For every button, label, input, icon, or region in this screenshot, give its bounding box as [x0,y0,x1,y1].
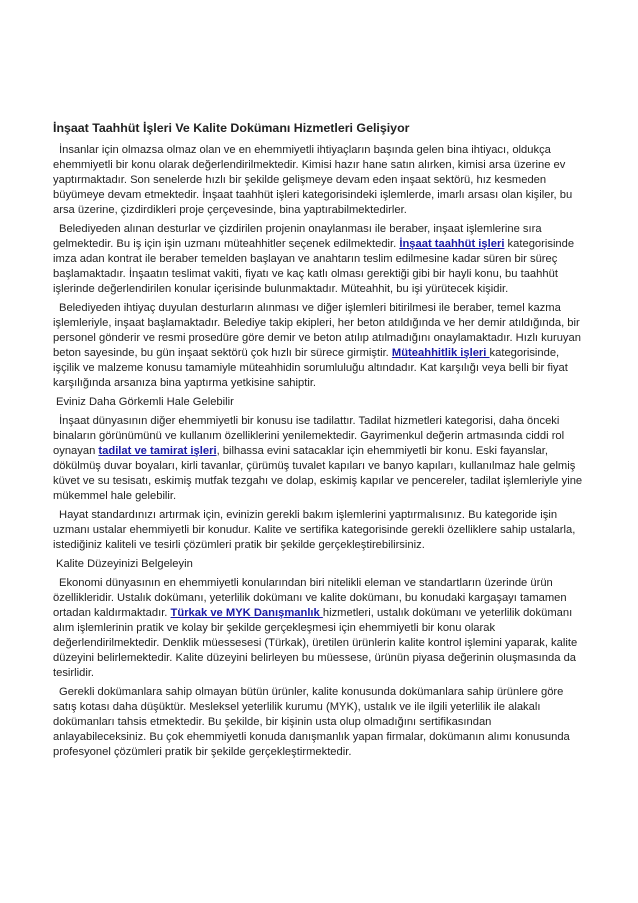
paragraph-text: kategorisinde imza adan kontrat ile beraber temelden başlayan ve anahtarın teslim edilmesine kadar süren bir süreç başlamaktadır. İnşaatın teslimat vakiti, fiyatı ve kaç katlı olması gerektiği gibi bir hayli konu, bu taahhüt işlerinde değerlendirilen konular içerisinde bulunmaktadır. Müteahhit, bu işi yürütecek kişidir. [53,238,575,295]
turkak-myk-link[interactable]: Türkak ve MYK Danışmanlık [170,607,323,619]
paragraph-economy [53,576,586,681]
tadilat-tamirat-link[interactable]: tadilat ve tamirat işleri [98,445,217,457]
paragraph-text: İnsanlar için olmazsa olmaz olan ve en ehemmiyetli ihtiyaçların başında gelen bina ihtiyacı, oldukça ehemmiyetli bir konu olarak değerlendirilmektedir. Kimisi hazır hane satın alırken, kimisi arsa üzerine ev yaptırmaktadır. Son senelerde hızlı bir şekilde gelişmeye devam eden inşaat sektörü, hız kesmeden büyümeye devam etmektedir. İnşaat taahhüt işleri kategorisindeki işlemlerde, imarlı arsası olan kişiler, bu arsa üzerine, çizdirdikleri proje çerçevesinde, bina yaptırabilmektedirler. [53,144,573,216]
subheading-renovation: Eviniz Daha Görkemli Hale Gelebilir [56,396,234,408]
paragraph-living-standard [53,508,586,553]
subheading-quality: Kalite Düzeyinizi Belgeleyin [56,558,193,570]
paragraph-certification [53,685,586,760]
paragraph-text: İnşaat dünyasının diğer ehemmiyetli bir konusu ise tadilattır. Tadilat hizmetleri kategorisi, daha önceki binaların görünümünü ve kullanım özelliklerini yenilemektedir. Gayrimenkul değerin artmasında ciddi rol oynayan [53,415,565,457]
paragraph-intro [53,143,586,218]
insaat-taahhut-isleri-link[interactable]: İnşaat taahhüt işleri [399,238,505,250]
paragraph-text: , bilhassa evini satacaklar için ehemmiyetli bir konu. Eski fayanslar, dökülmüş duvar boyaları, kirli tavanlar, çürümüş tuvalet kapıları ve banyo kapıları, kullanılmaz hale gelmiş küvet ve su tesisatı, eskimiş mutfak tezgahı ve dolap, eskimiş kapılar ve pencereler, tadilat işlemleriyle yine mükemmel hale gelebilir. [53,445,583,502]
paragraph-text: kategorisinde, işçilik ve malzeme konusu tamamiyle müteahhidin sorumluluğu altındadır. Kat karşılığı veya belli bir fiyat karşılığında arsanıza bina yaptırma yetkisine sahiptir. [53,347,568,389]
paragraph-text: Ekonomi dünyasının en ehemmiyetli konularından biri nitelikli eleman ve standartların üzerinde ürün özellikleridir. Ustalık dokümanı, yeterlilik dokümanı ve kalite dokümanı, bu konudaki kargaşayı tamamen ortadan kaldırmaktadır. [53,577,567,619]
paragraph-permits [53,222,586,297]
paragraph-text: Belediyeden alınan desturlar ve çizdirilen projenin onaylanması ile beraber, inşaat işlemlerine sıra gelmektedir. Bu iş için işin uzmanı müteahhitler seçenek edilmektedir. [53,223,542,250]
paragraph-text: Belediyeden ihtiyaç duyulan desturların alınması ve diğer işlemleri bitirilmesi ile beraber, temel kazma işlemleriyle, inşaat başlamaktadır. Belediye takip ekipleri, her beton atıldığında ve her demir atıldığında, bir personel gönderir ve resmi prosedüre göre demir ve beton atılıp atılmadığını onaylamaktadır. Hızlı kuruyan beton sayesinde, bu gün inşaat sektörü çok hızlı bir sürece girmiştir. [53,302,581,359]
paragraph-text: Gerekli dokümanlara sahip olmayan bütün ürünler, kalite konusunda dokümanlara sahip ürünlere göre satış kotası daha düşüktür. Mesleksel yeterlilik kurumu (MYK), ustalık ve ile ilgili yeterlilik ile alakalı dokümanları tahsis etmektedir. Bu şekilde, bir kişinin usta olup olmadığını sertifikasından anlayabileceksiniz. Bu çok ehemmiyetli konuda danışmanlık yapan firmalar, dokümanın alımı konusunda profesyonel çözümleri pratik bir şekilde gerçekleştirmektedir. [53,686,570,758]
paragraph-renovation [53,414,586,504]
paragraph-text: Hayat standardınızı artırmak için, evinizin gerekli bakım işlemlerini yaptırmalısınız. Bu kategoride işin uzmanı ustalar ehemmiyetli bir konudur. Kalite ve sertifika kategorisinde gerekli özelliklere sahip ustalarla, istediğiniz kaliteli ve tesirli çözümleri pratik bir şekilde gerçekleştirebilirsiniz. [53,509,576,551]
muteahhitlik-isleri-link[interactable]: Müteahhitlik işleri [391,347,490,359]
paragraph-construction [53,301,586,391]
document-title: İnşaat Taahhüt İşleri Ve Kalite Dokümanı Hizmetleri Gelişiyor [53,121,410,135]
paragraph-text: hizmetleri, ustalık dokümanı ve yeterlilik dokümanı alım işlemlerinin pratik ve kolay bir şekilde gerçekleşmesi için ehemmiyetli bir konu olarak değerlendirilmektedir. Denklik müessesesi (Türkak), üretilen ürünlerin kalite kontrol işlemini yaparak, kalite düzeyini belirlemektedir. Kalite düzeyini belirleyen bu müessese, ürünün piyasa değerinin oluşmasında da tesirlidir. [53,607,578,679]
